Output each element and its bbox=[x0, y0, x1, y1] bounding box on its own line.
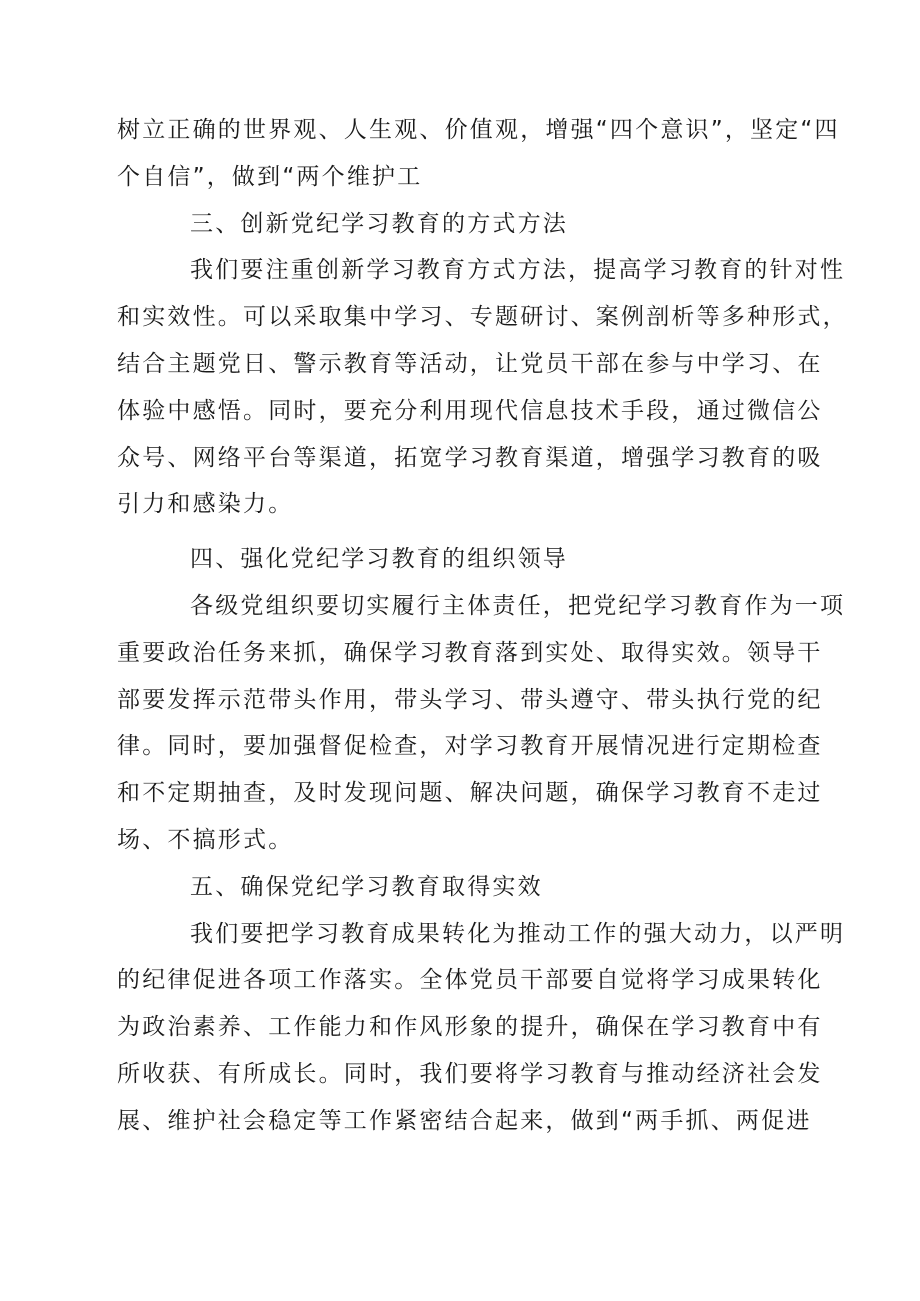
heading-text: 五、确保党纪学习教育取得实效 bbox=[190, 873, 543, 900]
text-line: 和实效性。可以采取集中学习、专题研讨、案例剖析等多种形式， bbox=[117, 304, 848, 331]
paragraph bbox=[117, 911, 846, 1145]
text-line: 为政治素养、工作能力和作风形象的提升，确保在学习教育中有 bbox=[117, 1014, 823, 1041]
text-line: 场、不搞形式。 bbox=[117, 826, 294, 853]
section-heading bbox=[117, 201, 807, 248]
heading-text: 四、强化党纪学习教育的组织领导 bbox=[190, 546, 568, 573]
text-line: 结合主题党日、警示教育等活动，让党员干部在参与中学习、在 bbox=[117, 350, 823, 377]
paragraph bbox=[117, 107, 840, 201]
text-line: 引力和感染力。 bbox=[117, 491, 294, 518]
text-line: 重要政治任务来抓，确保学习教育落到实处、取得实效。领导干 bbox=[117, 639, 823, 666]
heading-text: 三、创新党纪学习教育的方式方法 bbox=[190, 210, 568, 237]
document-body bbox=[117, 107, 848, 1145]
section-heading bbox=[117, 864, 807, 911]
text-line: 我们要把学习教育成果转化为推动工作的强大动力，以严明 bbox=[190, 920, 846, 947]
text-line: 个自信”，做到“两个维护工 bbox=[117, 163, 423, 190]
text-line: 部要发挥示范带头作用，带头学习、带头遵守、带头执行党的纪 bbox=[117, 686, 823, 713]
section-heading bbox=[117, 536, 807, 583]
text-line: 展、维护社会稳定等工作紧密结合起来，做到“两手抓、两促进 bbox=[117, 1107, 812, 1134]
paragraph bbox=[117, 247, 848, 528]
text-line: 体验中感悟。同时，要充分利用现代信息技术手段，通过微信公 bbox=[117, 397, 823, 424]
paragraph bbox=[117, 583, 846, 864]
text-line: 树立正确的世界观、人生观、价值观，增强“四个意识”，坚定“四 bbox=[117, 117, 840, 143]
text-line: 的纪律促进各项工作落实。全体党员干部要自觉将学习成果转化 bbox=[117, 967, 823, 994]
text-line: 我们要注重创新学习教育方式方法，提高学习教育的针对性 bbox=[190, 257, 846, 284]
text-line: 所收获、有所成长。同时，我们要将学习教育与推动经济社会发 bbox=[117, 1060, 823, 1087]
text-line: 各级党组织要切实履行主体责任，把党纪学习教育作为一项 bbox=[190, 592, 846, 619]
text-line: 律。同时，要加强督促检查，对学习教育开展情况进行定期检查 bbox=[117, 733, 823, 760]
text-line: 和不定期抽查，及时发现问题、解决问题，确保学习教育不走过 bbox=[117, 780, 823, 807]
text-line: 众号、网络平台等渠道，拓宽学习教育渠道，增强学习教育的吸 bbox=[117, 444, 823, 471]
